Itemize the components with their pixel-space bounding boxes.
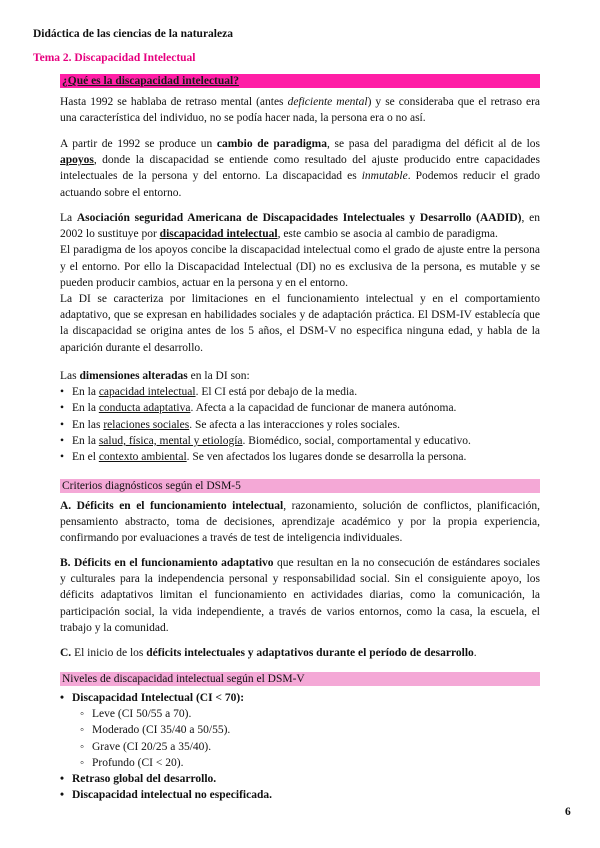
section-heading-criteria: Criterios diagnósticos según el DSM-5 (60, 479, 540, 493)
section-heading-what-is: ¿Qué es la discapacidad intelectual? (60, 74, 540, 88)
paragraph-history: Hasta 1992 se hablaba de retraso mental (antes deficiente mental) y se consideraba que el retraso era una característica del individuo, no se podía hacer nada, la persona era o no así. (60, 96, 541, 125)
document-title: Didáctica de las ciencias de la naturaleza (33, 28, 233, 40)
page-number: 6 (565, 806, 571, 818)
paragraph-di-characteristics: La DI se caracteriza por limitaciones en el funcionamiento intelectual y en el comportamiento adaptativo, que se expresan en habilidades sociales y de adaptación práctica. El DSM-IV establecía que la discapacidad se origina antes de los 5 años, el DSM-V no especifica ninguna edad, y habla de la aparición durante el desarrollo. (60, 293, 540, 354)
criterion-a: A. Déficits en el funcionamiento intelectual, razonamiento, solución de conflictos, planificación, pensamiento abstracto, toma de decisiones, aprendizaje académico y por la propia experiencia, confirmando por evaluaciones a través de test de inteligencia individuales. (60, 500, 540, 545)
paragraph-supports: El paradigma de los apoyos concibe la discapacidad intelectual como el grado de ajuste entre la persona y el entorno. Por ello la Discapacidad Intelectual (DI) no es exclusiva de la persona, es mutable y se pueden producir cambios, actuar en la persona y en el entorno. (60, 244, 540, 289)
list-item: • En las relaciones sociales. Se afecta a las interacciones y roles sociales. (60, 417, 540, 433)
criterion-c: C. El inicio de los déficits intelectuales y adaptativos durante el período de desarrollo. (60, 647, 477, 659)
list-item: • Retraso global del desarrollo. (60, 771, 540, 787)
list-item: • Discapacidad Intelectual (CI < 70): (60, 690, 540, 706)
sub-list-item: ◦ Grave (CI 20/25 a 35/40). (60, 739, 540, 755)
criterion-b: B. Déficits en el funcionamiento adaptativo que resultan en la no consecución de estándares sociales y culturales para la independencia personal y responsabilidad social. Sin el consiguiente apoyo, los déficits adaptativos limitan el funcionamiento en actividades diarias, como la comunicación, la participación social, la vida independiente, a través de varios entornos, como la casa, la escuela, el trabajo y la comunidad. (60, 557, 540, 634)
list-item: • Discapacidad intelectual no especificada. (60, 787, 540, 803)
section-heading-levels: Niveles de discapacidad intelectual según el DSM-V (60, 672, 540, 686)
paragraph-paradigm-change: A partir de 1992 se produce un cambio de paradigma, se pasa del paradigma del déficit al de los apoyos, donde la discapacidad se entiende como resultado del ajuste producido entre capacidades intelectuales de la persona y del entorno. La discapacidad es inmutable. Podemos reducir el grado actuando sobre el entorno. (60, 138, 540, 199)
topic-title: Tema 2. Discapacidad Intelectual (33, 52, 196, 64)
paragraph-aadid: La Asociación seguridad Americana de Discapacidades Intelectuales y Desarrollo (AADID), en 2002 lo sustituye por discapacidad intelectual, este cambio se asocia al cambio de paradigma. El paradigma de los apoyos concibe la discapacidad intelectual como el grado de ajuste entre la persona y el entorno. Por ello la Discapacidad Intelectual (DI) no es exclusiva de la persona, es mutable y se pueden producir cambios, actuar en la persona y en el entorno. La DI se caracteriza por limitaciones en el funcionamiento intelectual y en el comportamiento adaptativo, que se expresan en habilidades sociales y de adaptación práctica. El DSM-IV establecía que la discapacidad se origina antes de los 5 años, el DSM-V no especifica ninguna edad, y habla de la aparición durante el desarrollo. (60, 210, 540, 356)
sub-list-item: ◦ Moderado (CI 35/40 a 50/55). (60, 722, 540, 738)
list-item: • En la capacidad intelectual. El CI está por debajo de la media. (60, 384, 540, 400)
list-item: • En la salud, física, mental y etiología. Biomédico, social, comportamental y educativo. (60, 433, 540, 449)
dimensions-intro: Las dimensiones alteradas en la DI son: (60, 370, 250, 382)
dimensions-list (60, 368, 540, 465)
list-item: • En la conducta adaptativa. Afecta a la capacidad de funcionar de manera autónoma. (60, 400, 540, 416)
list-item: • En el contexto ambiental. Se ven afectados los lugares donde se desarrolla la persona. (60, 449, 540, 465)
sub-list-item: ◦ Profundo (CI < 20). (60, 755, 540, 771)
sub-list-item: ◦ Leve (CI 50/55 a 70). (60, 706, 540, 722)
levels-list (60, 690, 540, 803)
